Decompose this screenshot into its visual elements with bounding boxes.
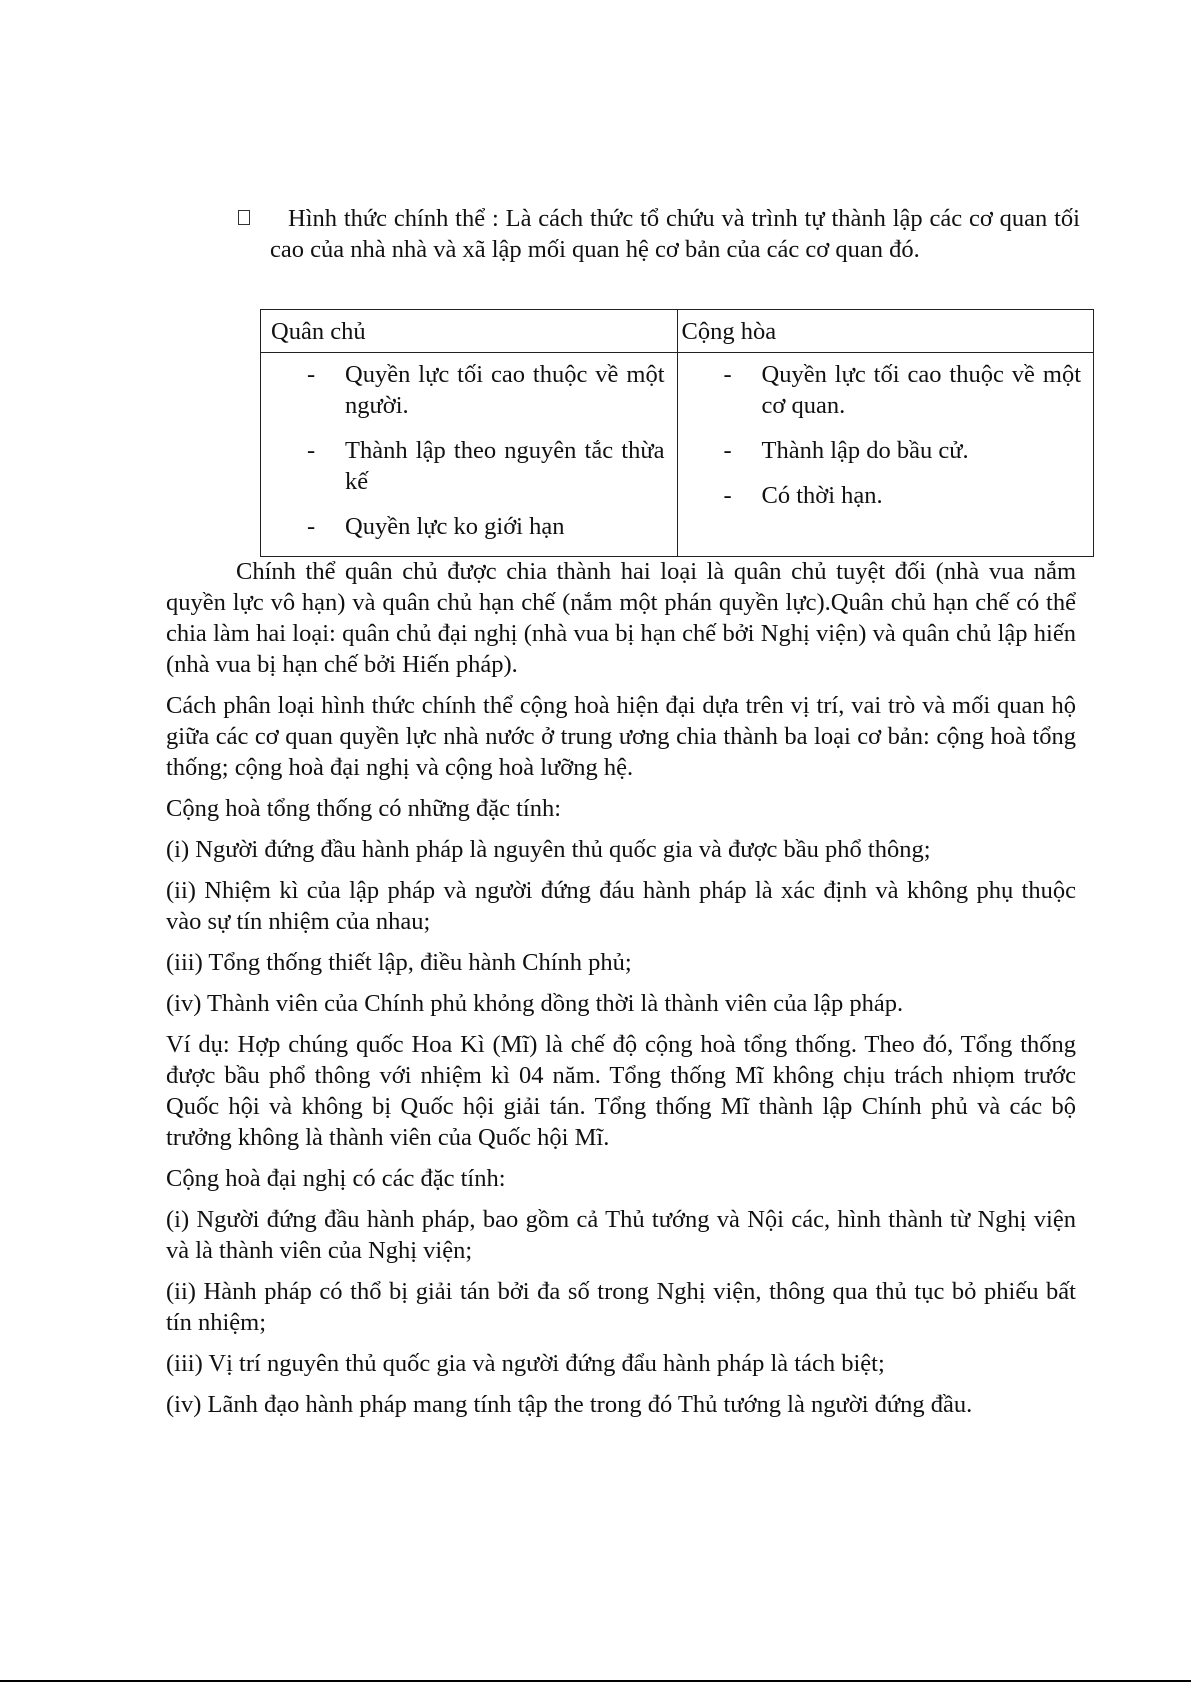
list-item: - Có thời hạn. <box>678 480 1082 511</box>
header-monarchy: Quân chủ <box>261 310 678 353</box>
header-republic: Cộng hòa <box>677 310 1094 353</box>
list-item: - Quyền lực tối cao thuộc về một người. <box>261 359 665 421</box>
page-bottom-rule <box>0 1680 1191 1682</box>
table-body-row <box>261 353 1094 557</box>
list-item: - Quyền lực tối cao thuộc về một cơ quan. <box>678 359 1082 421</box>
list-item: - Thành lập do bầu cử. <box>678 435 1082 466</box>
table-header-row <box>261 310 1094 353</box>
intro-bullet <box>238 203 1080 265</box>
list-item: - Quyền lực ko giới hạn <box>261 511 665 542</box>
monarchy-cell <box>261 353 678 557</box>
paragraph: (i) Người đứng đầu hành pháp, bao gồm cả Thủ tướng và Nội các, hình thành từ Nghị viện và là thành viên của Nghị viện; <box>166 1206 1076 1264</box>
paragraph: Cách phân loại hình thức chính thể cộng hoà hiện đại dựa trên vị trí, vai trò và mối quan hộ giữa các cơ quan quyền lực nhà nước ở trung ương chia thành ba loại cơ bản: cộng hoà tổng thống; cộng hoà đại nghị và cộng hoà lưỡng hệ. <box>166 692 1076 781</box>
paragraph: (iv) Lãnh đạo hành pháp mang tính tập the trong đó Thủ tướng là người đứng đầu. <box>166 1391 973 1418</box>
paragraph: Cộng hoà tổng thống có những đặc tính: <box>166 795 562 822</box>
republic-list <box>678 359 1082 511</box>
paragraph: (ii) Hành pháp có thổ bị giải tán bởi đa số trong Nghị viện, thông qua thủ tục bỏ phiếu bất tín nhiệm; <box>166 1278 1076 1336</box>
square-bullet-icon <box>238 210 250 225</box>
intro-text: Hình thức chính thể : Là cách thức tổ chứu và trình tự thành lập các cơ quan tối cao của nhà nhà và xã lập mối quan hệ cơ bản của các cơ quan đó. <box>270 205 1080 263</box>
paragraph: Ví dụ: Hợp chúng quốc Hoa Kì (Mĩ) là chế độ cộng hoà tổng thống. Theo đó, Tổng thống được bầu phổ thông với nhiệm kì 04 năm. Tổng thống Mĩ không chịu trách nhiọm trước Quốc hội và không bị Quốc hội giải tán. Tổng thống Mĩ thành lập Chính phủ và các bộ trưởng không là thành viên của Quốc hội Mĩ. <box>166 1031 1076 1151</box>
paragraph: Cộng hoà đại nghị có các đặc tính: <box>166 1165 506 1192</box>
paragraph: (ii) Nhiệm kì của lập pháp và người đứng đáu hành pháp là xác định và không phụ thuộc vào sự tín nhiệm của nhau; <box>166 877 1076 935</box>
paragraph: (i) Người đứng đầu hành pháp là nguyên thủ quốc gia và được bầu phổ thông; <box>166 836 931 863</box>
list-item: - Thành lập theo nguyên tắc thừa kế <box>261 435 665 497</box>
monarchy-list <box>261 359 665 542</box>
paragraph: (iv) Thành viên của Chính phủ khỏng dồng thời là thành viên của lập pháp. <box>166 990 904 1017</box>
comparison-table <box>260 309 1094 557</box>
body-text <box>166 556 1076 1430</box>
paragraph: Chính thể quân chủ được chia thành hai loại là quân chủ tuyệt đối (nhà vua nắm quyền lực vô hạn) và quân chủ hạn chế (nắm một phán quyền lực).Quân chủ hạn chế có thể chia làm hai loại: quân chủ đại nghị (nhà vua bị hạn chế bởi Nghị viện) và quân chủ lập hiến (nhà vua bị hạn chế bởi Hiến pháp). <box>166 558 1076 678</box>
paragraph: (iii) Tổng thống thiết lập, điều hành Chính phủ; <box>166 949 632 976</box>
republic-cell <box>677 353 1094 557</box>
paragraph: (iii) Vị trí nguyên thủ quốc gia và người đứng đẩu hành pháp là tách biệt; <box>166 1350 885 1377</box>
